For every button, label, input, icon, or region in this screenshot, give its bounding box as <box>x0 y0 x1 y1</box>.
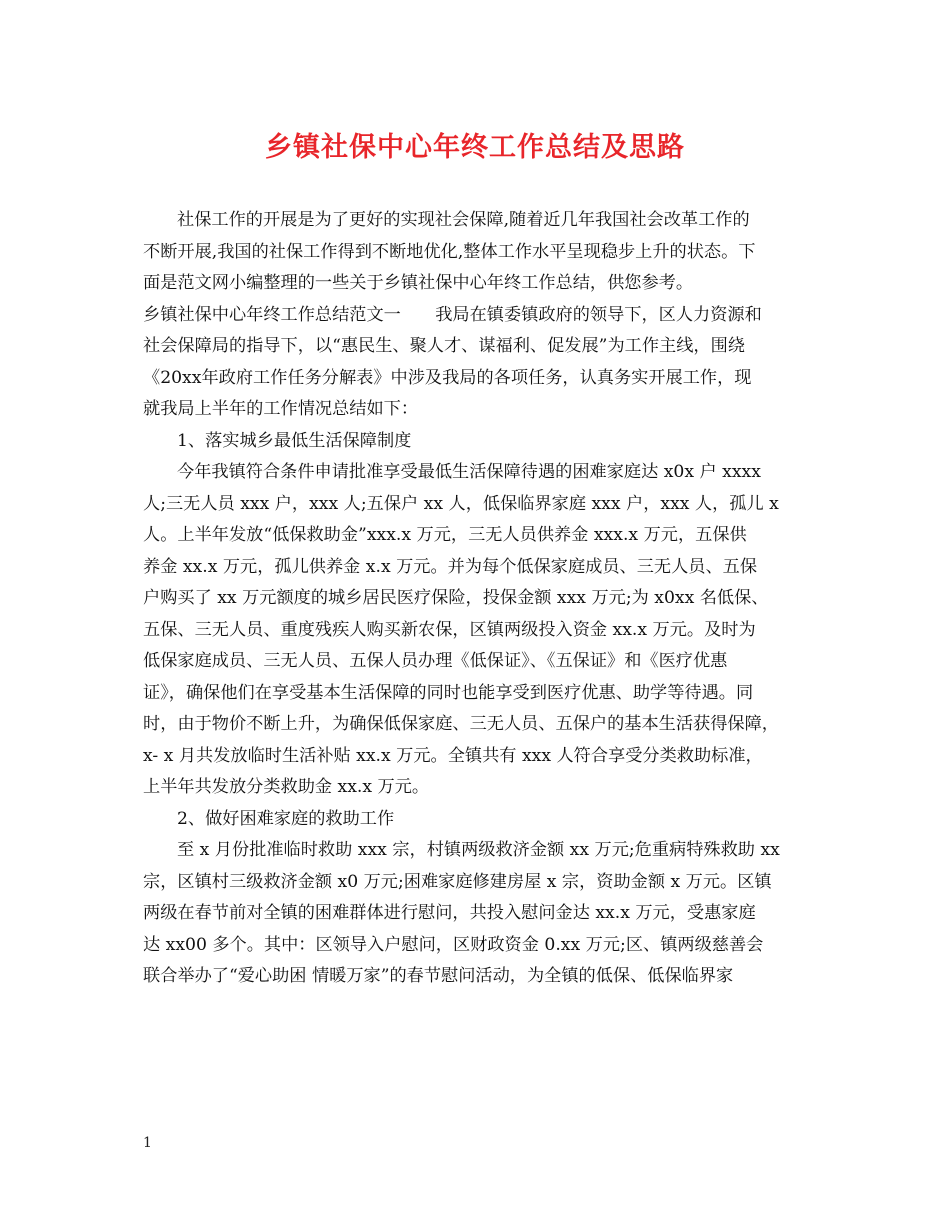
page-number: 1 <box>143 1135 152 1151</box>
paragraph-line: 今年我镇符合条件申请批准享受最低生活保障待遇的困难家庭达 x0x 户 xxxx <box>177 462 761 482</box>
paragraph-line: 证》，确保他们在享受基本生活保障的同时也能享受到医疗优惠、助学等待遇。同 <box>143 682 754 703</box>
paragraph-line: 人;三无人员 xxx 户，xxx 人;五保户 xx 人，低保临界家庭 xxx 户，xxx 人，孤儿 x <box>143 493 779 514</box>
paragraph-line: 低保家庭成员、三无人员、五保人员办理《低保证》、《五保证》和《医疗优惠 <box>143 651 728 671</box>
paragraph-line: 社会保障局的指导下，以“惠民生、聚人才、谋福利、促发展”为工作主线，围绕 <box>143 336 745 356</box>
paragraph-line: 达 xx00 多个。其中：区领导入户慰问，区财政资金 0.xx 万元;区、镇两级慈善会 <box>143 934 764 955</box>
paragraph-line: 人。上半年发放“低保救助金”xxx.x 万元，三无人员供养金 xxx.x 万元，五保供 <box>143 525 747 545</box>
paragraph-line: 乡镇社保中心年终工作总结范文一 我局在镇委镇政府的领导下，区人力资源和 <box>143 304 762 325</box>
paragraph-line: 至 x 月份批准临时救助 xxx 宗，村镇两级救济金额 xx 万元;危重病特殊救助 xx <box>177 840 780 860</box>
document-body <box>143 205 815 993</box>
paragraph-line: 不断开展,我国的社保工作得到不断地优化,整体工作水平呈现稳步上升的状态。下 <box>143 241 756 262</box>
paragraph-line: 联合举办了“爱心助困 情暖万家”的春节慰问活动，为全镇的低保、低保临界家 <box>143 966 734 986</box>
paragraph-line: 户购买了 xx 万元额度的城乡居民医疗保险，投保金额 xxx 万元;为 x0xx 名低保、 <box>143 588 769 608</box>
paragraph-line: 五保、三无人员、重度残疾人购买新农保，区镇两级投入资金 xx.x 万元。及时为 <box>143 619 756 640</box>
paragraph-line: 《20xx年政府工作任务分解表》中涉及我局的各项任务，认真务实开展工作，现 <box>143 367 752 388</box>
section-heading: 1、落实城乡最低生活保障制度 <box>177 430 412 451</box>
paragraph-line: x- x 月共发放临时生活补贴 xx.x 万元。全镇共有 xxx 人符合享受分类救助标准， <box>143 745 763 766</box>
paragraph-line: 两级在春节前对全镇的困难群体进行慰问，共投入慰问金达 xx.x 万元，受惠家庭 <box>143 903 756 923</box>
section-heading: 2、做好困难家庭的救助工作 <box>177 808 395 829</box>
paragraph-line: 就我局上半年的工作情况总结如下： <box>143 399 419 419</box>
paragraph-line: 宗，区镇村三级救济金额 x0 万元;困难家庭修建房屋 x 宗，资助金额 x 万元。区镇 <box>143 871 772 892</box>
paragraph-line: 上半年共发放分类救助金 xx.x 万元。 <box>143 777 430 797</box>
paragraph-line: 面是范文网小编整理的一些关于乡镇社保中心年终工作总结，供您参考。 <box>143 273 694 293</box>
document-title: 乡镇社保中心年终工作总结及思路 <box>265 132 685 163</box>
paragraph-line: 时，由于物价不断上升，为确保低保家庭、三无人员、五保户的基本生活获得保障， <box>143 714 779 734</box>
paragraph-line: 社保工作的开展是为了更好的实现社会保障,随着近几年我国社会改革工作的 <box>177 210 750 230</box>
paragraph-line: 养金 xx.x 万元，孤儿供养金 x.x 万元。并为每个低保家庭成员、三无人员、五保 <box>143 556 758 577</box>
